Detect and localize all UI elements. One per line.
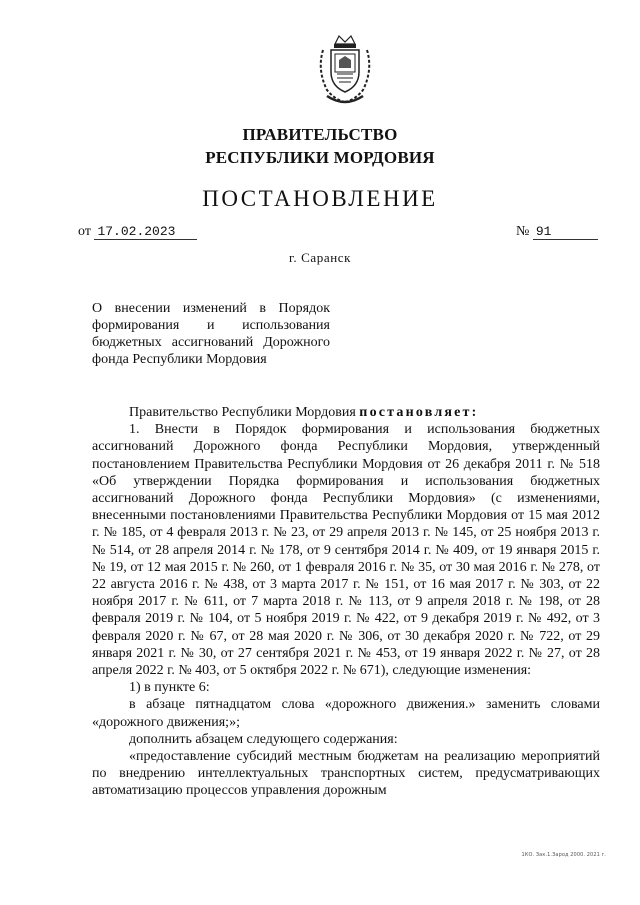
body-paragraph: 1) в пункте 6: — [129, 680, 210, 696]
decree-intro — [92, 404, 600, 421]
coat-of-arms-icon — [313, 30, 377, 108]
document-subject: О внесении изменений в Порядок формирования и использования бюджетных ассигнований Дорожного фонда Республики Мордовия — [92, 301, 330, 367]
body-paragraph: «предоставление субсидий местным бюджетам на реализацию мероприятий по внедрению интеллектуальных транспортных систем, предусматривающих автоматизацию процессов управления дорожным — [92, 749, 600, 799]
document-date: 17.02.2023 — [94, 224, 197, 240]
body-paragraph: в абзаце пятнадцатом слова «дорожного движения.» заменить словами «дорожного движения;»; — [92, 697, 600, 730]
print-code: 1КО. Зак.1.Зарод 2000. 2021 г. — [521, 852, 606, 858]
document-number: 91 — [533, 224, 598, 240]
number-prefix: № — [516, 224, 530, 239]
document-date-line — [78, 224, 197, 240]
decree-keyword: постановляет: — [359, 405, 479, 420]
city-label: г. Саранск — [288, 250, 352, 265]
government-title-line2: РЕСПУБЛИКИ МОРДОВИЯ — [205, 148, 435, 167]
document-type-heading: ПОСТАНОВЛЕНИЕ — [202, 186, 438, 211]
document-number-line — [516, 224, 598, 240]
body-paragraph: 1. Внести в Порядок формирования и использования бюджетных ассигнований Дорожного фонда Республики Мордовия, утвержденный постановлением Правительства Республики Мордовия от 26 декабря 2011 г. № 518 «Об утверждении Порядка формирования и использования бюджетных ассигнований Дорожного фонда Республики Мордовия» (с изменениями, внесенными постановлениями Правительства Республики Мордовия от 15 мая 2012 г. № 185, от 4 февраля 2013 г. № 23, от 29 апреля 2013 г. № 145, от 25 ноября 2013 г. № 514, от 28 апреля 2014 г. № 178, от 9 сентября 2014 г. № 409, от 19 января 2015 г. № 19, от 12 мая 2015 г. № 260, от 1 февраля 2016 г. № 35, от 30 мая 2016 г. № 278, от 22 августа 2016 г. № 438, от 3 марта 2017 г. № 151, от 16 мая 2017 г. № 303, от 22 ноября 2017 г. № 611, от 7 марта 2018 г. № 113, от 9 апреля 2018 г. № 198, от 28 февраля 2019 г. № 104, от 5 ноября 2019 г. № 422, от 9 декабря 2019 г. № 492, от 3 февраля 2020 г. № 67, от 28 мая 2020 г. № 306, от 30 декабря 2020 г. № 722, от 29 января 2021 г. № 30, от 27 сентября 2021 г. № 453, от 19 января 2022 г. № 27, от 28 апреля 2022 г. № 403, от 5 октября 2022 г. № 671), следующие изменения: — [92, 422, 600, 679]
government-title-line1: ПРАВИТЕЛЬСТВО — [242, 125, 398, 144]
decree-intro-text: Правительство Республики Мордовия — [129, 405, 360, 420]
body-paragraph: дополнить абзацем следующего содержания: — [129, 731, 398, 747]
document-body — [92, 404, 600, 800]
date-prefix: от — [78, 224, 91, 239]
